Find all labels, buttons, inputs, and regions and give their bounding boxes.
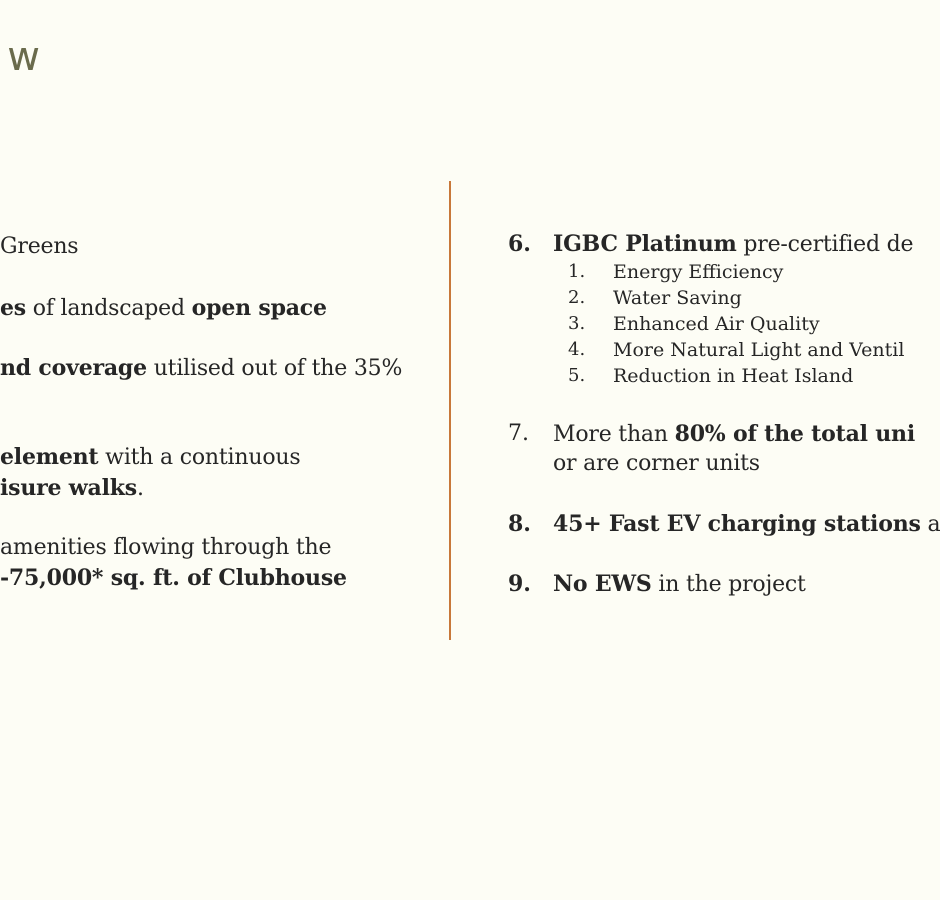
left-item-1-text: Greens [0,234,79,259]
subitem-5-text: Reduction in Heat Island [613,365,854,387]
item-7-number: 7. [508,421,529,446]
item-6-text [553,229,913,260]
column-divider [449,181,451,640]
left-item-4-bold-1: element [0,444,99,470]
left-item-4-text-1: with a continuous [98,445,301,470]
subitem-3-number: 3. [568,313,586,334]
left-item-2-text: of landscaped [25,296,192,321]
subitem-1-number: 1. [568,261,586,282]
item-7-text: More than [553,422,675,447]
subitem-5-number: 5. [568,365,586,386]
left-item-4-line-1 [0,442,300,473]
left-item-4-text-2: . [136,476,144,501]
subitem-4-number: 4. [568,339,586,360]
item-7-bold: 80% of the total uni [674,421,916,447]
item-9-bold: No EWS [553,571,652,597]
item-8-text [553,509,940,540]
item-6-number: 6. [508,231,531,257]
left-item-3 [0,353,402,384]
left-item-5-bold-2: -75,000* sq. ft. of Clubhouse [0,565,347,591]
left-item-3-text: utilised out of the 35% [146,356,403,381]
item-8-number: 8. [508,511,531,537]
item-6-rest: pre-certified de [736,232,914,257]
subitem-3-text: Enhanced Air Quality [613,313,820,335]
left-item-4-line-2 [0,473,144,504]
left-item-2-bold-2: open space [191,295,327,321]
subitem-2-number: 2. [568,287,586,308]
item-9-number: 9. [508,571,531,597]
left-item-4-bold-2: isure walks [0,475,137,501]
slide-title: w [7,34,40,80]
left-item-5-text-1: amenities flowing through the [0,535,332,560]
subitem-4-text: More Natural Light and Ventil [613,339,905,361]
item-9-text [553,569,806,600]
item-7-line-2: or are corner units [553,451,760,476]
item-9-rest: in the project [651,572,806,597]
item-7-line-1 [553,419,915,450]
left-item-2-bold-1: es [0,295,26,321]
left-item-3-bold: nd coverage [0,355,147,381]
left-item-1 [0,232,78,262]
subitem-2-text: Water Saving [613,287,742,309]
item-8-rest: a [920,512,940,537]
left-item-5-line-1 [0,533,331,563]
left-item-2 [0,293,327,324]
item-8-bold: 45+ Fast EV charging stations [553,511,921,537]
left-item-5-line-2 [0,563,347,594]
item-6-bold: IGBC Platinum [553,231,737,257]
subitem-1-text: Energy Efficiency [613,261,784,283]
